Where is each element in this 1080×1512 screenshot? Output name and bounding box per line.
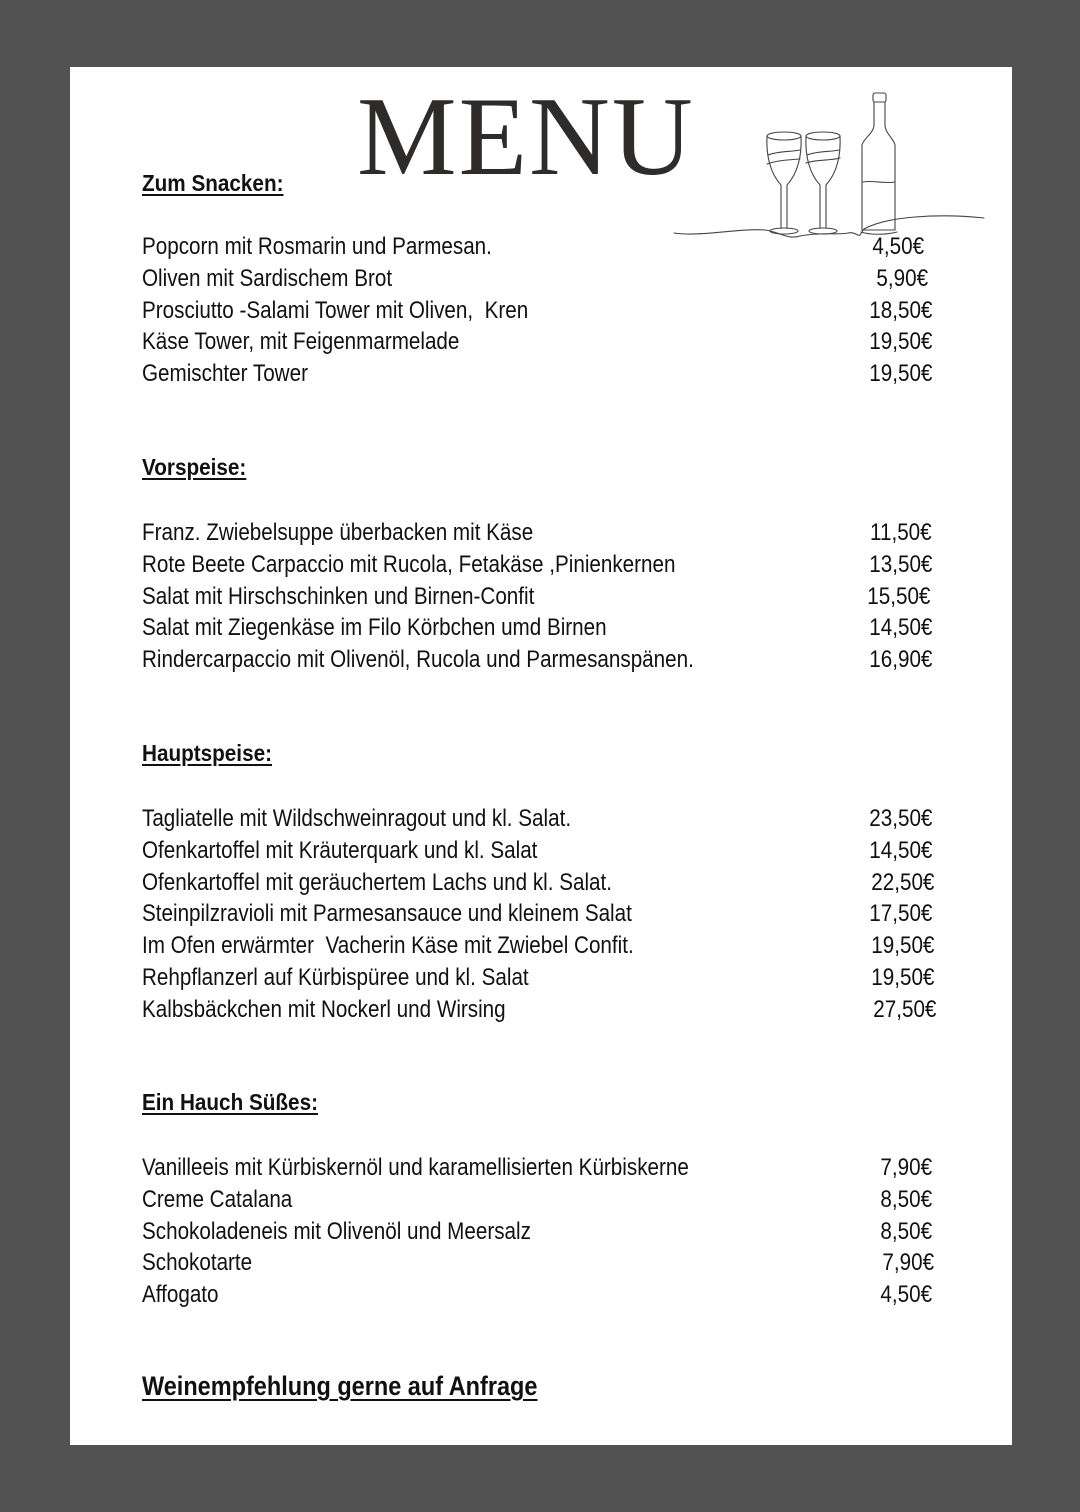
item-price: 8,50€ bbox=[880, 1185, 932, 1213]
menu-item bbox=[142, 835, 932, 867]
item-price: 13,50€ bbox=[868, 550, 932, 578]
wine-glass-left bbox=[767, 132, 801, 234]
menu-item bbox=[142, 867, 932, 899]
item-name: Kalbsbäckchen mit Nockerl und Wirsing bbox=[142, 995, 506, 1023]
menu-item bbox=[142, 358, 932, 390]
menu-item bbox=[142, 581, 932, 613]
menu-item bbox=[142, 1279, 932, 1311]
item-name: Vanilleeis mit Kürbiskernöl und karamellisierten Kürbiskerne bbox=[142, 1154, 689, 1181]
section-list-ein-hauch-suesses bbox=[142, 1152, 932, 1311]
menu-item bbox=[142, 962, 932, 994]
item-name: Schokotarte bbox=[142, 1249, 253, 1277]
item-price: 8,50€ bbox=[880, 1217, 932, 1245]
item-price: 17,50€ bbox=[868, 900, 932, 928]
menu-item bbox=[142, 549, 932, 581]
item-name: Salat mit Hirschschinken und Birnen-Confit bbox=[142, 582, 535, 610]
section-list-vorspeise bbox=[142, 517, 932, 676]
wine-recommendation-note: Weinempfehlung gerne auf Anfrage bbox=[142, 1371, 538, 1401]
menu-item bbox=[142, 1216, 932, 1248]
menu-item bbox=[142, 898, 932, 930]
item-price: 19,50€ bbox=[870, 932, 934, 960]
item-name: Ofenkartoffel mit geräuchertem Lachs und kl. Salat. bbox=[142, 868, 613, 896]
item-price: 4,50€ bbox=[872, 233, 924, 260]
section-heading-ein-hauch-suesses: Ein Hauch Süßes: bbox=[142, 1089, 318, 1115]
wine-bottle-and-glasses-icon bbox=[670, 85, 990, 245]
item-name: Im Ofen erwärmter Vacherin Käse mit Zwiebel Confit. bbox=[142, 932, 634, 960]
item-name: Oliven mit Sardischem Brot bbox=[142, 264, 393, 292]
item-name: Schokoladeneis mit Olivenöl und Meersalz bbox=[142, 1217, 531, 1245]
menu-item bbox=[142, 1247, 932, 1279]
menu-item bbox=[142, 612, 932, 644]
item-price: 23,50€ bbox=[868, 805, 932, 832]
item-name: Franz. Zwiebelsuppe überbacken mit Käse bbox=[142, 519, 534, 546]
item-price: 14,50€ bbox=[868, 614, 932, 642]
item-name: Popcorn mit Rosmarin und Parmesan. bbox=[142, 233, 492, 260]
wine-glass-right bbox=[806, 132, 840, 234]
item-price: 19,50€ bbox=[868, 328, 932, 356]
item-name: Creme Catalana bbox=[142, 1185, 293, 1213]
menu-item bbox=[142, 1152, 932, 1184]
item-name: Ofenkartoffel mit Kräuterquark und kl. Salat bbox=[142, 836, 538, 864]
item-price: 19,50€ bbox=[870, 963, 934, 991]
section-list-zum-snacken bbox=[142, 231, 932, 390]
item-price: 16,90€ bbox=[868, 646, 932, 674]
item-name: Rehpflanzerl auf Kürbispüree und kl. Salat bbox=[142, 963, 529, 991]
item-price: 7,90€ bbox=[882, 1249, 934, 1277]
menu-item bbox=[142, 517, 932, 549]
item-price: 18,50€ bbox=[868, 296, 932, 324]
menu-item bbox=[142, 263, 932, 295]
menu-item bbox=[142, 994, 936, 1026]
item-price: 19,50€ bbox=[868, 360, 932, 388]
item-price: 4,50€ bbox=[880, 1281, 932, 1309]
item-price: 15,50€ bbox=[866, 582, 930, 610]
item-name: Salat mit Ziegenkäse im Filo Körbchen umd Birnen bbox=[142, 614, 607, 642]
section-heading-vorspeise: Vorspeise: bbox=[142, 454, 247, 480]
menu-title: MENU bbox=[357, 75, 695, 199]
menu-item bbox=[142, 231, 932, 263]
item-name: Käse Tower, mit Feigenmarmelade bbox=[142, 328, 460, 356]
menu-item bbox=[142, 644, 932, 676]
item-name: Prosciutto -Salami Tower mit Oliven, Kren bbox=[142, 296, 529, 324]
item-price: 14,50€ bbox=[868, 836, 932, 864]
item-price: 7,90€ bbox=[880, 1154, 932, 1181]
item-name: Gemischter Tower bbox=[142, 360, 308, 388]
item-price: 22,50€ bbox=[870, 868, 934, 896]
item-price: 27,50€ bbox=[872, 995, 936, 1023]
section-list-hauptspeise bbox=[142, 803, 936, 1026]
item-price: 5,90€ bbox=[876, 264, 928, 292]
item-name: Rote Beete Carpaccio mit Rucola, Fetakäse ,Pinienkernen bbox=[142, 550, 676, 578]
menu-item bbox=[142, 930, 932, 962]
wine-bottle bbox=[861, 93, 897, 234]
menu-item bbox=[142, 326, 932, 358]
item-name: Affogato bbox=[142, 1281, 219, 1309]
menu-item bbox=[142, 1184, 932, 1216]
menu-item bbox=[142, 803, 932, 835]
menu-page bbox=[70, 67, 1012, 1445]
item-name: Rindercarpaccio mit Olivenöl, Rucola und Parmesanspänen. bbox=[142, 646, 694, 674]
item-price: 11,50€ bbox=[870, 519, 932, 546]
section-heading-zum-snacken: Zum Snacken: bbox=[142, 170, 284, 196]
item-name: Steinpilzravioli mit Parmesansauce und kleinem Salat bbox=[142, 900, 632, 928]
menu-item bbox=[142, 295, 932, 327]
section-heading-hauptspeise: Hauptspeise: bbox=[142, 740, 272, 766]
item-name: Tagliatelle mit Wildschweinragout und kl. Salat. bbox=[142, 805, 572, 832]
